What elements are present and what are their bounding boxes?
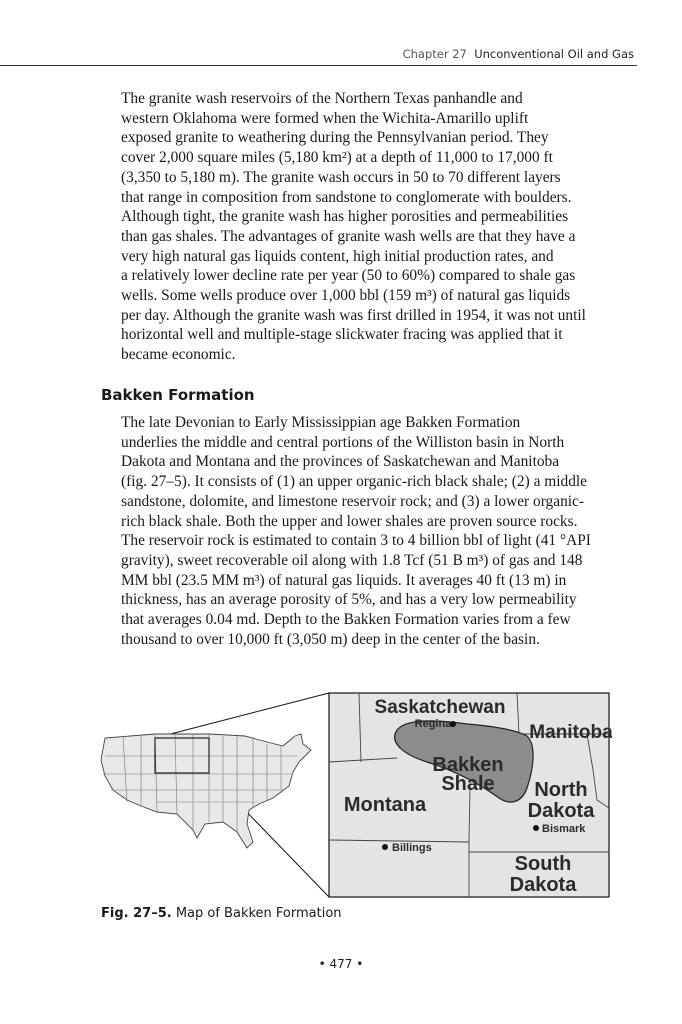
label-regina: Regina — [414, 718, 452, 730]
label-north: North — [534, 779, 588, 801]
text-line: than gas shales. The advantages of granite wash wells are that they have a — [121, 227, 576, 245]
text-line: (fig. 27–5). It consists of (1) an upper organic-rich black shale; (2) a middle — [121, 473, 587, 491]
bakken-map-figure — [97, 690, 612, 900]
text-line: horizontal well and multiple-stage slickwater fracing was applied that it — [121, 326, 563, 344]
text-line: that range in composition from sandstone to conglomerate with boulders. — [121, 188, 572, 206]
label-south: South — [514, 853, 572, 875]
text-line: MM bbl (23.5 MM m³) of natural gas liquids. It averages 40 ft (13 m) in — [121, 571, 567, 589]
label-manitoba: Manitoba — [529, 722, 612, 743]
text-line: underlies the middle and central portions of the Williston basin in North — [121, 433, 565, 451]
label-billings: Billings — [392, 842, 432, 854]
label-shale: Shale — [441, 773, 495, 795]
bakken-map-svg — [97, 690, 612, 900]
text-line: The late Devonian to Early Mississippian age Bakken Formation — [121, 414, 521, 431]
label-dakota-south: Dakota — [509, 874, 577, 896]
label-bismark: Bismark — [542, 823, 586, 835]
zoom-line-top — [155, 693, 329, 738]
section-heading: Bakken Formation — [101, 386, 255, 404]
text-line: The granite wash reservoirs of the Northern Texas panhandle and — [121, 90, 523, 107]
text-line: Dakota and Montana and the provinces of Saskatchewan and Manitoba — [121, 453, 560, 471]
chapter-number: Chapter 27 — [402, 47, 467, 61]
chapter-title: Unconventional Oil and Gas — [474, 47, 634, 61]
text-line: very high natural gas liquids content, high initial production rates, and — [121, 247, 554, 265]
text-line: gravity), sweet recoverable oil along with 1.8 Tcf (51 B m³) of gas and 148 — [121, 551, 583, 569]
text-line: per day. Although the granite wash was first drilled in 1954, it was not until — [121, 306, 586, 324]
label-saskatchewan: Saskatchewan — [374, 697, 506, 718]
label-montana: Montana — [343, 794, 427, 816]
paragraph-bakken — [101, 413, 612, 649]
paragraph-granite-wash — [101, 89, 612, 365]
page-number: • 477 • — [318, 957, 364, 971]
text-line: wells. Some wells produce over 1,000 bbl (159 m³) of natural gas liquids — [121, 287, 571, 305]
text-line: cover 2,000 square miles (5,180 km²) at a depth of 11,000 to 17,000 ft — [121, 149, 553, 167]
bismark-marker — [533, 825, 539, 831]
text-line: rich black shale. Both the upper and lower shales are proven source rocks. — [121, 512, 578, 530]
running-header — [0, 47, 634, 61]
billings-marker — [382, 844, 388, 850]
label-bakken: Bakken — [432, 754, 504, 776]
us-map — [101, 734, 311, 848]
label-dakota-north: Dakota — [527, 800, 595, 822]
text-line: thickness, has an average porosity of 5%, and has a very low permeability — [121, 591, 577, 609]
figure-caption — [101, 906, 342, 921]
figure-caption-text: Map of Bakken Formation — [175, 906, 342, 921]
us-outline — [101, 734, 311, 848]
detail-map — [329, 693, 612, 897]
text-line: thousand to over 10,000 ft (3,050 m) deep in the center of the basin. — [121, 630, 540, 648]
text-line: Although tight, the granite wash has higher porosities and permeabilities — [121, 208, 569, 226]
header-rule — [0, 65, 637, 66]
text-line: (3,350 to 5,180 m). The granite wash occurs in 50 to 70 different layers — [121, 168, 561, 186]
figure-number: Fig. 27–5. — [101, 906, 172, 921]
text-line: became economic. — [121, 346, 236, 364]
text-line: exposed granite to weathering during the Pennsylvanian period. They — [121, 129, 549, 147]
text-line: The reservoir rock is estimated to contain 3 to 4 billion bbl of light (41 °API — [121, 532, 591, 550]
text-line: a relatively lower decline rate per year (50 to 60%) compared to shale gas — [121, 267, 576, 285]
text-line: western Oklahoma were formed when the Wichita-Amarillo uplift — [121, 109, 529, 127]
text-line: sandstone, dolomite, and limestone reservoir rock; and (3) a lower organic- — [121, 492, 585, 510]
text-line: that averages 0.04 md. Depth to the Bakken Formation varies from a few — [121, 611, 571, 629]
